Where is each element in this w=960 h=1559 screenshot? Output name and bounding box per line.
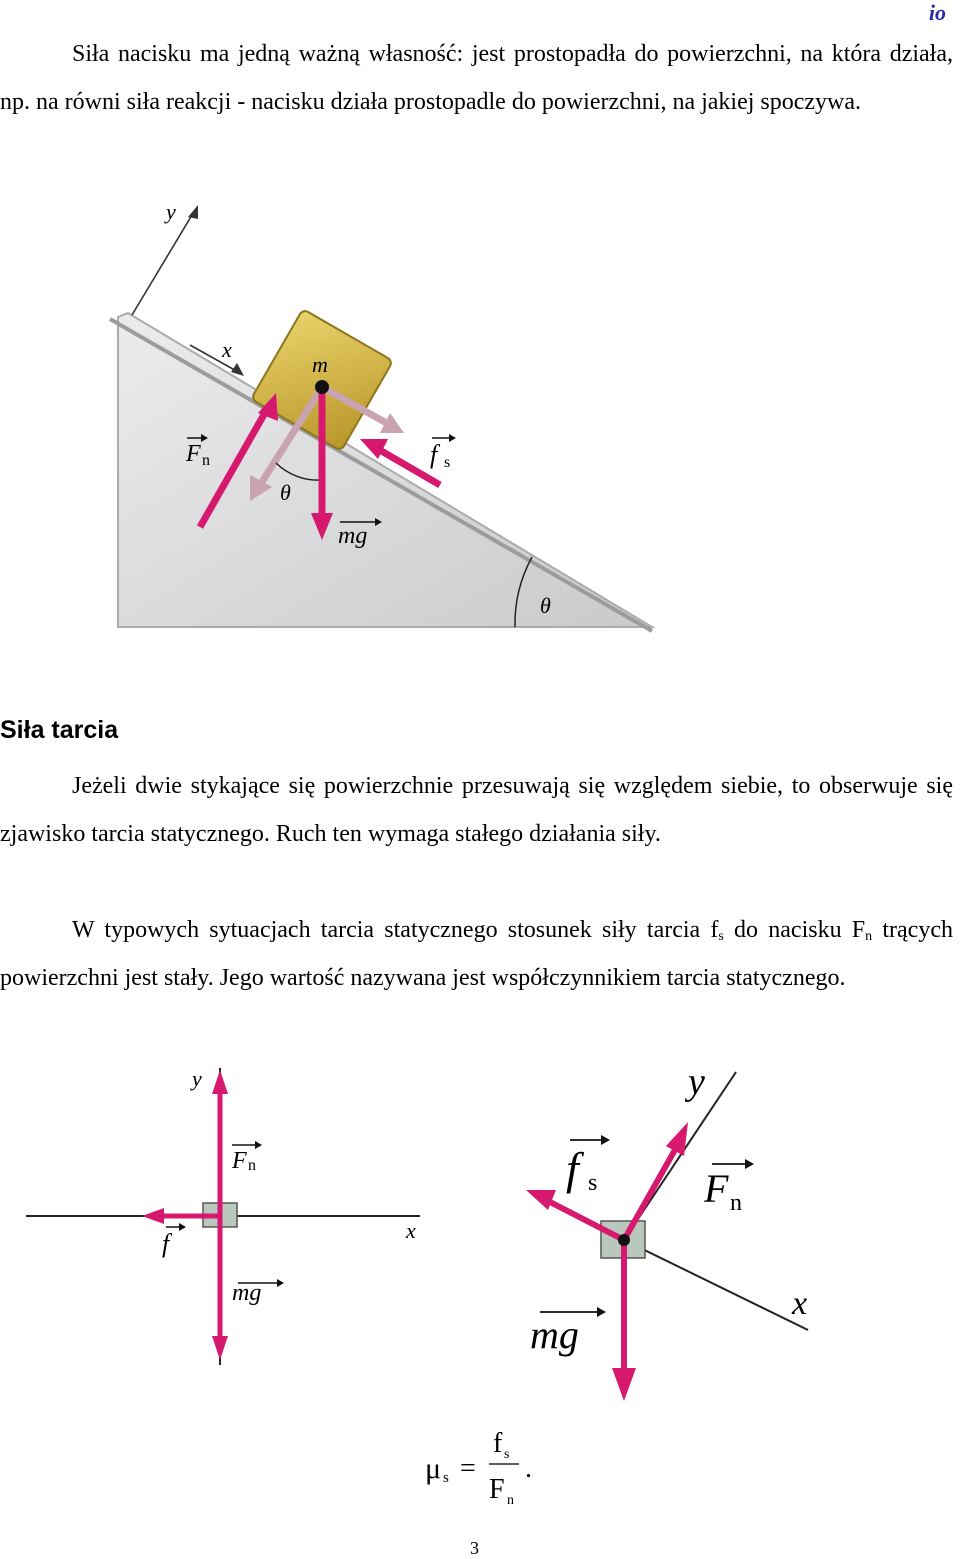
paragraph-static-coefficient [0, 906, 953, 1002]
mu-symbol: μ [425, 1452, 442, 1485]
y-axis [132, 210, 195, 315]
paragraph-static-text-c: trących powierzchni jest stały. Jego wartość nazywana jest współczynnikiem tarcia statycznego. [0, 917, 953, 991]
friction-label: f [430, 440, 438, 469]
y-axis-label: y [688, 1061, 705, 1103]
page-number: 3 [470, 1538, 479, 1558]
weight-arrowhead [612, 1368, 636, 1401]
normal-force-label-sub: n [248, 1157, 256, 1174]
period: . [525, 1453, 532, 1484]
mu-subscript: s [443, 1470, 449, 1486]
paragraph-static-text-a: W typowych sytuacjach tarcia statycznego stosunek siły tarcia f [72, 917, 719, 943]
paragraph-normal-force [0, 30, 953, 126]
numerator-subscript: s [504, 1447, 510, 1462]
x-axis-label: x [406, 1218, 416, 1243]
denominator-subscript: n [507, 1493, 514, 1508]
y-axis-label: y [192, 1066, 202, 1091]
free-body-diagram-tilted [500, 1058, 840, 1408]
paragraph-friction-intro-text: Jeżeli dwie stykające się powierzchnie przesuwają się względem siebie, to obserwuje się zjawisko tarcia statycznego. Ruch ten wymaga stałego działania siły. [0, 773, 953, 847]
weight-label: mg [338, 523, 368, 549]
block-angle-label: θ [280, 480, 291, 505]
friction-label-sub: s [588, 1170, 598, 1196]
fs-subscript: s [718, 929, 724, 944]
normal-force-label-sub: n [730, 1190, 742, 1216]
normal-force-label: F [232, 1148, 247, 1174]
normal-force-arrowhead [212, 1070, 228, 1094]
numerator: f [493, 1428, 503, 1459]
x-axis-label: x [792, 1285, 808, 1322]
y-axis-label: y [166, 199, 176, 224]
friction-label: f [162, 1229, 170, 1258]
normal-force-label: F [186, 441, 201, 467]
y-axis-arrowhead [188, 205, 198, 219]
publisher-logo: io [928, 0, 946, 25]
equals-sign: = [460, 1453, 476, 1484]
normal-force-label: F [704, 1166, 729, 1211]
friction-arrowhead [526, 1190, 556, 1210]
incline-figure [100, 195, 680, 645]
fn-subscript: n [865, 929, 873, 944]
paragraph-normal-force-text: Siła nacisku ma jedną ważną własność: jest prostopadła do powierzchni, na która działa, np. na równi siła reakcji - nacisku działa prostopadle do powierzchni, na jakiej spoczywa. [0, 41, 953, 115]
friction-label: f [566, 1143, 579, 1194]
weight-arrowhead [212, 1336, 228, 1360]
section-heading-friction: Siła tarcia [0, 716, 119, 744]
paragraph-friction-intro [0, 762, 953, 858]
weight-label: mg [232, 1280, 262, 1306]
friction-label-sub: s [444, 454, 451, 471]
normal-force-arrowhead [666, 1122, 688, 1156]
x-axis-arrowhead [231, 363, 244, 376]
free-body-diagram-horizontal [20, 1060, 440, 1380]
normal-force-arrow [624, 1148, 676, 1240]
mass-label: m [312, 352, 328, 377]
friction-arrowhead [142, 1208, 164, 1224]
static-friction-formula [415, 1420, 565, 1515]
slope-angle-label: θ [540, 593, 551, 618]
paragraph-static-text-b: do nacisku F [723, 917, 866, 943]
center-of-mass-dot [315, 380, 329, 394]
normal-force-label-sub: n [202, 452, 210, 469]
x-axis [624, 1240, 808, 1330]
center-dot [618, 1234, 630, 1246]
denominator: F [489, 1474, 505, 1505]
weight-label: mg [530, 1312, 579, 1357]
x-axis-label: x [222, 337, 232, 362]
